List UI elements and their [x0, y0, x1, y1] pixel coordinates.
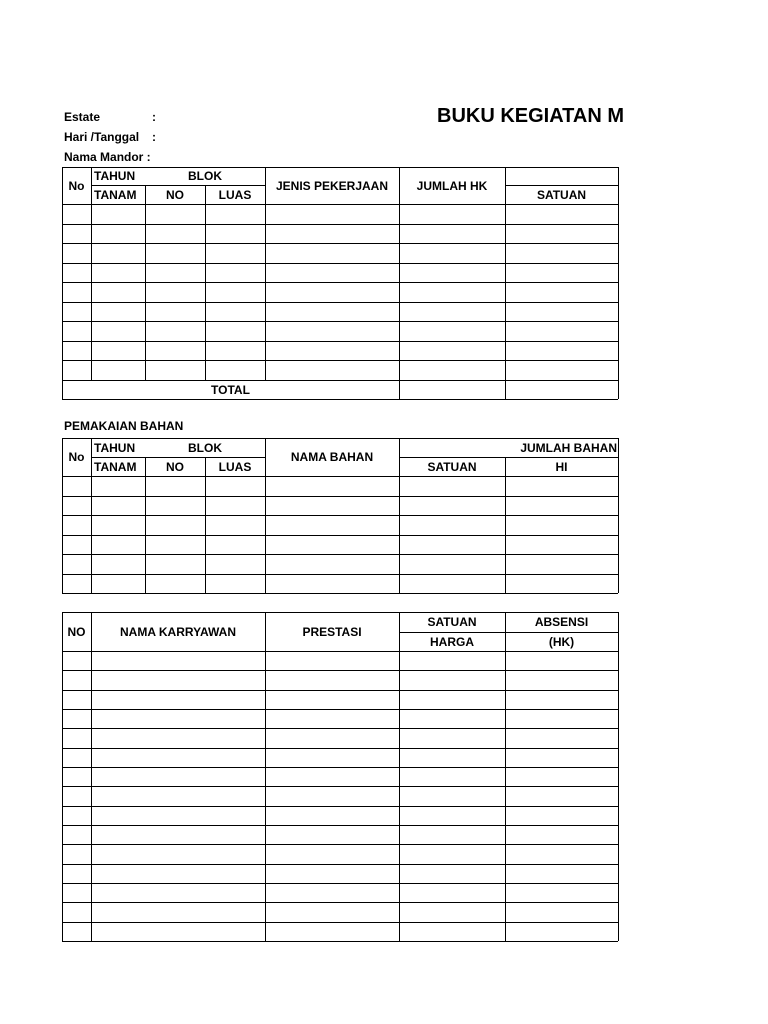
employee-table-row-line [62, 864, 618, 865]
t1-col-jenis-pekerjaan: JENIS PEKERJAAN [275, 178, 389, 193]
t1-col-satuan: SATUAN [536, 187, 587, 202]
material-table-row-line [62, 593, 618, 594]
t2-col-hi: HI [555, 459, 568, 474]
date-colon: : [152, 130, 156, 144]
employee-table-row-line [62, 670, 618, 671]
t2-col-jumlah-bahan: JUMLAH BAHAN [520, 440, 617, 455]
t3-col-nama-karyawan: NAMA KARRYAWAN [119, 624, 236, 639]
t3-col-no: NO [67, 624, 86, 639]
t2-col-blok: BLOK [188, 440, 222, 455]
t3-col-hk: (HK) [548, 634, 575, 649]
t3-col-absensi: ABSENSI [534, 615, 589, 629]
t3-col-harga: HARGA [430, 634, 474, 649]
activity-table-row-line [62, 399, 618, 400]
t2-col-nama-bahan: NAMA BAHAN [290, 450, 374, 464]
employee-table-row-line [62, 767, 618, 768]
t2-col-blok-no: NO [166, 459, 184, 474]
employee-table-row-line [62, 883, 618, 884]
employee-table-row-line [62, 748, 618, 749]
employee-table-row-line [62, 786, 618, 787]
t1-col-luas: LUAS [218, 187, 252, 202]
t2-col-tahun: TAHUN [94, 440, 136, 455]
t2-col-no: No [68, 450, 85, 464]
employee-table-row-line [62, 922, 618, 923]
t1-total-label: TOTAL [211, 382, 250, 397]
t3-col-satuan: SATUAN [427, 615, 477, 629]
employee-table-row-line [62, 690, 618, 691]
date-label: Hari /Tanggal [64, 130, 140, 144]
t2-col-luas: LUAS [218, 459, 252, 474]
t1-col-jumlah-hk: JUMLAH HK [416, 178, 488, 193]
t1-col-blok: BLOK [188, 169, 222, 183]
employee-table-row-line [62, 825, 618, 826]
t3-col-prestasi: PRESTASI [302, 624, 362, 639]
t1-col-no: No [68, 178, 85, 193]
employee-table-row-line [62, 941, 618, 942]
t1-col-tanam: TANAM [94, 187, 137, 202]
estate-colon: : [152, 110, 156, 124]
employee-table-row-line [62, 709, 618, 710]
employee-table-row-line [62, 806, 618, 807]
employee-table-row-line [62, 728, 618, 729]
t1-col-blok-no: NO [166, 187, 184, 202]
estate-label: Estate [64, 110, 101, 124]
t1-col-tahun: TAHUN [94, 169, 136, 183]
t2-col-satuan: SATUAN [427, 459, 477, 474]
employee-table-row-line [62, 844, 618, 845]
document-title: BUKU KEGIATAN M [437, 105, 625, 127]
employee-table-row-line [62, 902, 618, 903]
material-section-label: PEMAKAIAN BAHAN [64, 419, 184, 433]
mandor-label: Nama Mandor : [64, 150, 151, 164]
t2-col-tanam: TANAM [94, 459, 137, 474]
